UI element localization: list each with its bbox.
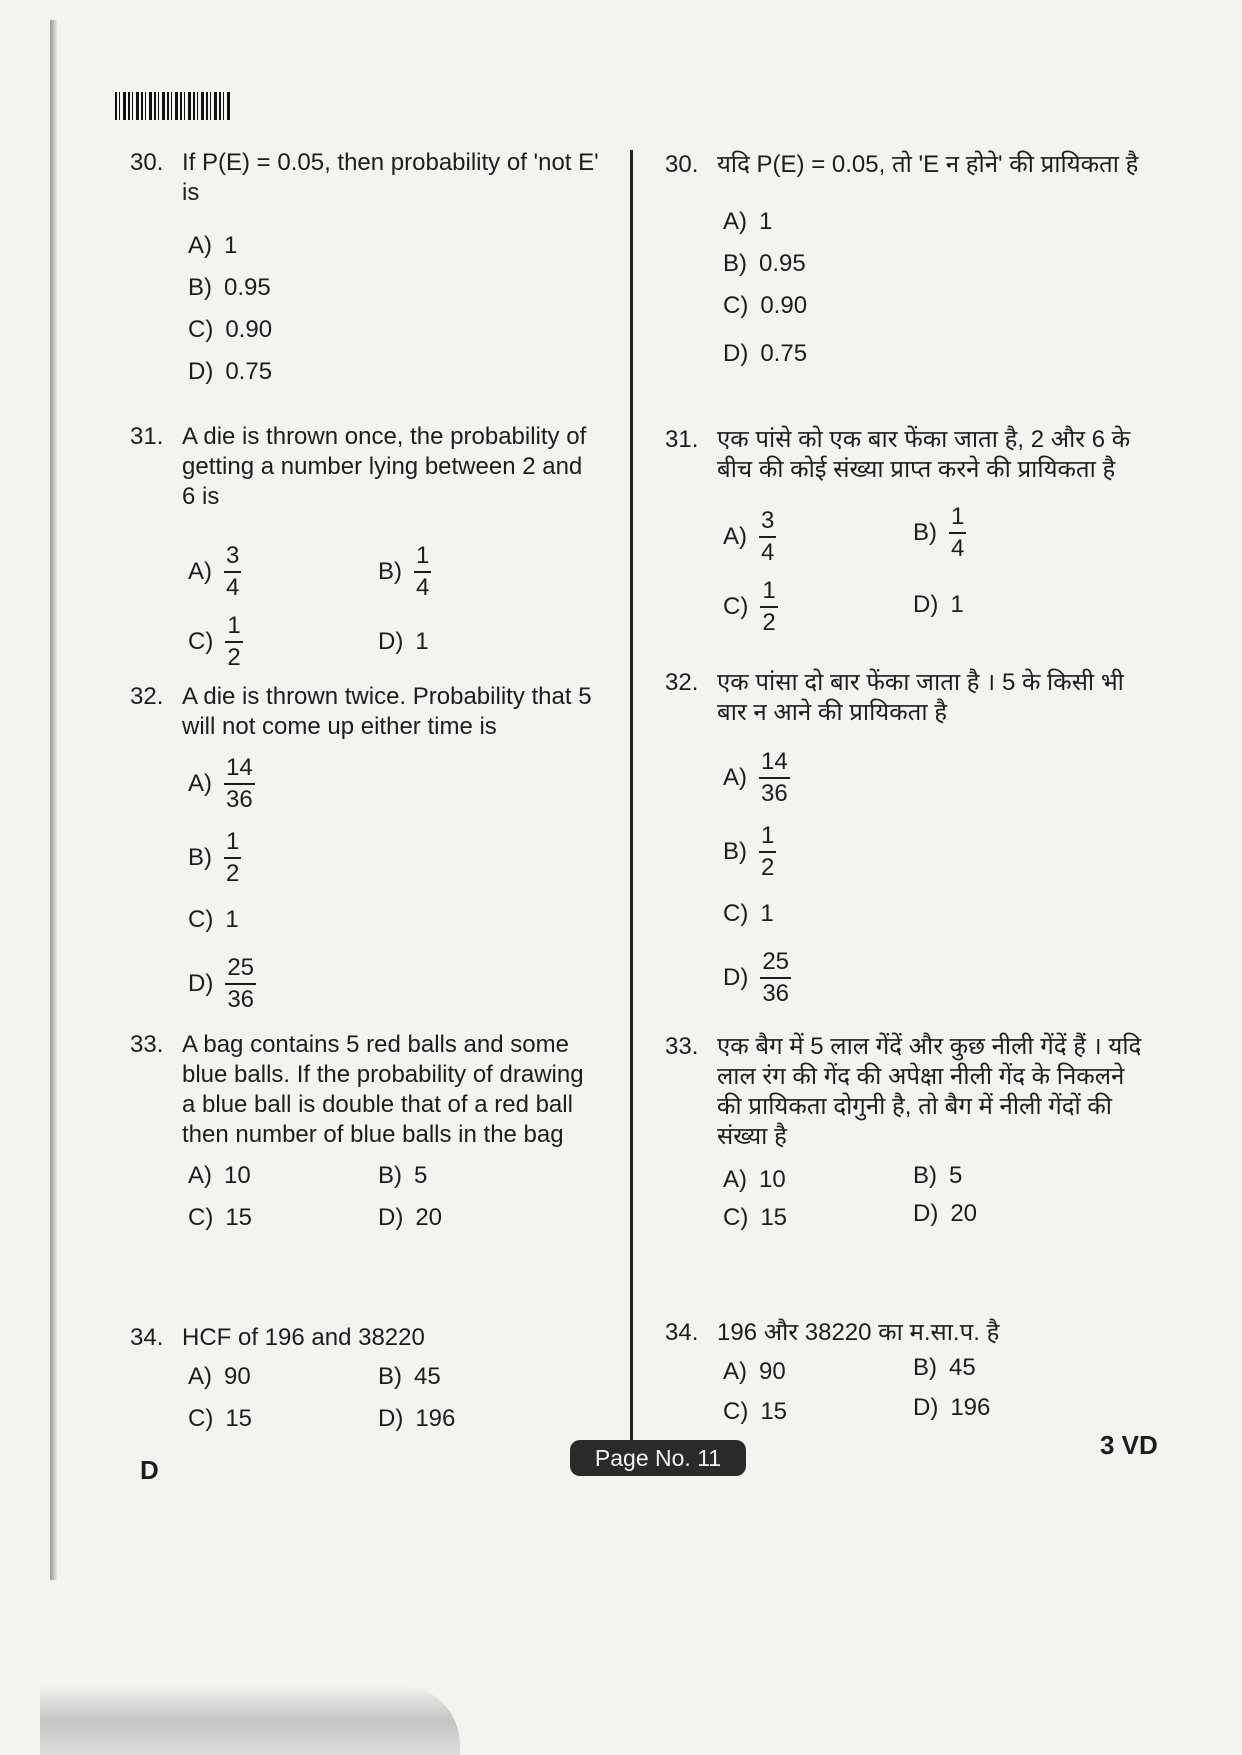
question-34 [130,1323,600,1443]
option-a: A) 90 [723,1358,786,1385]
option-d: D) 1 [913,591,964,618]
option-b: B) 0.95 [723,250,806,277]
option-c: C) 15 [723,1398,788,1425]
booklet-series-letter: D [140,1455,159,1485]
option-d: D) 1 [378,628,429,655]
option-c: C) 15 [188,1204,253,1231]
option-b: B) $\frac{1}{2}$ [188,828,240,887]
option-c: C) 0.90 [723,292,808,319]
question-30 [130,148,600,385]
option-d: D) 0.75 [723,340,808,367]
option-d: D) 0.75 [188,358,273,385]
option-a: A) $\frac{3}{4}$ [188,542,240,601]
question-32-hindi [665,668,1145,1008]
option-c: C) $\frac{1}{2}$ [723,577,776,636]
question-text: A die is thrown twice. Probability that 5 will not come up either time is [182,683,592,740]
question-text: एक बैग में 5 लाल गेंदें और कुछ नीली गेंदें हैं । यदि लाल रंग की गेंद की अपेक्षा नीली गेंद के निकलने की प्रायिकता दोगुनी है, तो बैग में नीली गेंदों की संख्या है [717,1033,1142,1150]
column-divider [630,150,633,1450]
question-number: 32. [665,669,699,696]
option-b: B) $\frac{1}{2}$ [723,822,775,881]
question-number: 33. [130,1031,164,1058]
question-number: 30. [130,149,164,176]
option-d: D) 20 [378,1204,443,1231]
question-text: यदि P(E) = 0.05, तो 'E न होने' की प्रायिकता है [717,151,1139,178]
question-33 [130,1030,600,1240]
question-32 [130,682,600,1022]
question-number: 34. [665,1319,699,1346]
question-text: A die is thrown once, the probability of getting a number lying between 2 and 6 is [182,423,587,510]
option-c: C) 15 [723,1204,788,1231]
option-a: A) 10 [188,1162,251,1189]
option-a: A) $\frac{14}{36}$ [723,748,788,807]
question-number: 30. [665,151,699,178]
question-text: एक पांसे को एक बार फेंका जाता है, 2 और 6 के बीच की कोई संख्या प्राप्त करने की प्रायिकता है [717,426,1131,483]
option-b: B) 45 [378,1363,441,1390]
option-a: A) $\frac{14}{36}$ [188,754,253,813]
question-number: 34. [130,1324,164,1351]
option-b: B) 5 [913,1162,963,1189]
question-text: 196 और 38220 का म.सा.प. है [717,1319,1000,1346]
question-34-hindi [665,1318,1145,1438]
option-c: C) 1 [723,900,774,927]
option-d: D) 20 [913,1200,978,1227]
scan-shadow [40,1685,460,1755]
option-d: D) 196 [913,1394,991,1421]
option-d: D) $\frac{25}{36}$ [188,954,255,1013]
question-number: 31. [130,423,164,450]
question-33-hindi [665,1032,1145,1242]
question-number: 31. [665,426,699,453]
page-number-badge: Page No. 11 [570,1440,746,1476]
option-d: D) $\frac{25}{36}$ [723,948,790,1007]
option-a: A) 90 [188,1363,251,1390]
question-text: If P(E) = 0.05, then probability of 'not E' is [182,149,599,206]
option-c: C) 0.90 [188,316,273,343]
option-c: C) $\frac{1}{2}$ [188,612,241,671]
option-b: B) $\frac{1}{4}$ [913,503,965,562]
barcode-icon [115,92,231,120]
option-d: D) 196 [378,1405,456,1432]
question-number: 33. [665,1033,699,1060]
booklet-code: 3 VD [1100,1430,1158,1460]
question-text: A bag contains 5 red balls and some blue balls. If the probability of drawing a blue ball is double that of a red ball then number of blue balls in the bag [182,1031,584,1148]
option-b: B) $\frac{1}{4}$ [378,542,430,601]
option-a: A) $\frac{3}{4}$ [723,507,775,566]
option-a: A) 1 [723,208,773,235]
option-a: A) 10 [723,1166,786,1193]
option-b: B) 5 [378,1162,428,1189]
question-text: HCF of 196 and 38220 [182,1324,425,1351]
option-b: B) 0.95 [188,274,271,301]
question-30-hindi [665,150,1145,367]
question-31 [130,422,600,672]
question-number: 32. [130,683,164,710]
question-text: एक पांसा दो बार फेंका जाता है । 5 के किसी भी बार न आने की प्रायिकता है [717,669,1124,726]
option-c: C) 15 [188,1405,253,1432]
option-c: C) 1 [188,906,239,933]
option-b: B) 45 [913,1354,976,1381]
option-a: A) 1 [188,232,238,259]
page-edge-shadow [50,20,58,1580]
question-31-hindi [665,425,1145,645]
